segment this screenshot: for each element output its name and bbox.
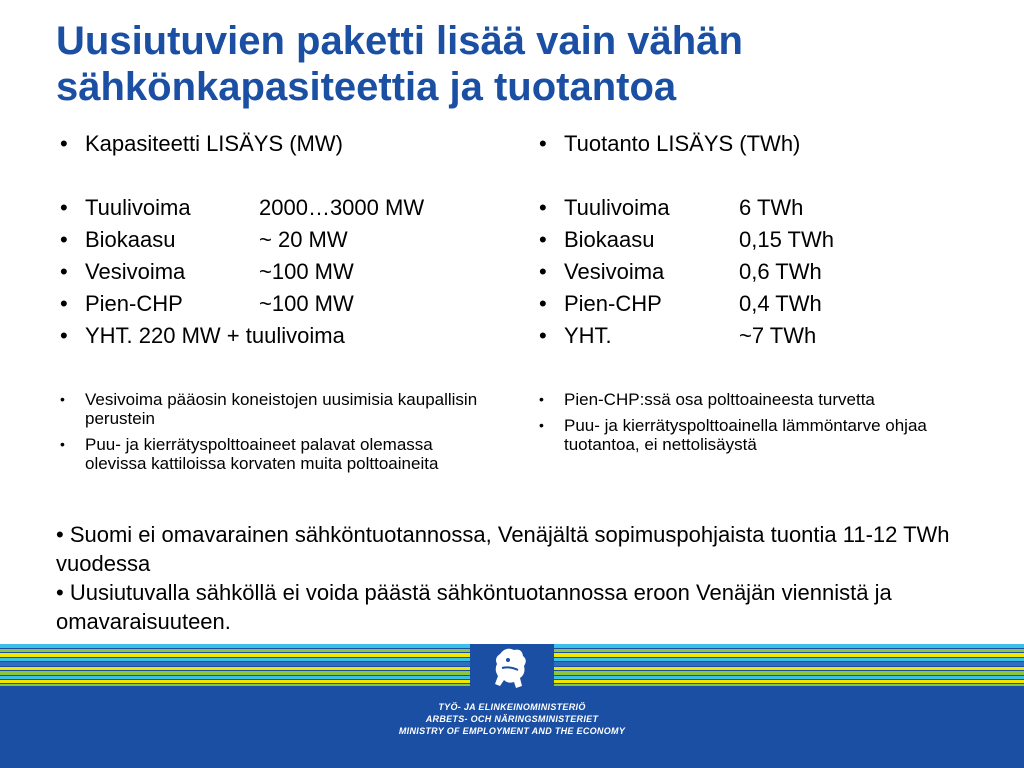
spacer xyxy=(58,160,498,192)
production-value: 0,15 TWh xyxy=(739,227,834,252)
capacity-value: 2000…3000 MW xyxy=(259,195,425,220)
production-note: • Puu- ja kierrätyspolttoainella lämmöntarve ohjaa tuotantoa, ei nettolisäystä xyxy=(537,416,957,454)
capacity-value: ~100 MW xyxy=(259,259,354,284)
production-row xyxy=(537,192,977,224)
production-heading: • Tuotanto LISÄYS (TWh) xyxy=(537,128,977,160)
source-label: Pien-CHP xyxy=(564,291,662,316)
source-label: Tuulivoima xyxy=(85,195,191,220)
capacity-row xyxy=(58,288,498,320)
capacity-total: • YHT. 220 MW + tuulivoima xyxy=(58,320,498,352)
capacity-row xyxy=(58,256,498,288)
capacity-note: • Vesivoima pääosin koneistojen uusimisia kaupallisin perustein xyxy=(58,390,478,428)
production-value: 6 TWh xyxy=(739,195,804,220)
footer-banner xyxy=(0,644,1024,768)
production-value: 0,4 TWh xyxy=(739,291,822,316)
production-value: 0,6 TWh xyxy=(739,259,822,284)
production-row xyxy=(537,288,977,320)
capacity-value: ~100 MW xyxy=(259,291,354,316)
production-notes xyxy=(537,390,957,461)
slide-title xyxy=(56,18,996,110)
production-value: ~7 TWh xyxy=(739,323,817,348)
production-row xyxy=(537,256,977,288)
spacer xyxy=(537,160,977,192)
ministry-name-sv: ARBETS- OCH NÄRINGSMINISTERIET xyxy=(425,714,599,724)
source-label: Biokaasu xyxy=(564,227,655,252)
summary-line: • Uusiutuvalla sähköllä ei voida päästä sähköntuotannossa eroon Venäjän viennistä ja omavaraisuuteen. xyxy=(56,580,892,634)
source-label: Vesivoima xyxy=(85,259,186,284)
capacity-note: • Puu- ja kierrätyspolttoaineet palavat olemassa olevissa kattiloissa korvaten muita polttoaineita xyxy=(58,435,478,473)
source-label: Biokaasu xyxy=(85,227,176,252)
source-label: Vesivoima xyxy=(564,259,665,284)
source-label: Tuulivoima xyxy=(564,195,670,220)
capacity-heading: • Kapasiteetti LISÄYS (MW) xyxy=(58,128,498,160)
source-label: Pien-CHP xyxy=(85,291,183,316)
production-row xyxy=(537,224,977,256)
production-list xyxy=(537,128,977,352)
production-column xyxy=(537,128,977,454)
ministry-name-en: MINISTRY OF EMPLOYMENT AND THE ECONOMY xyxy=(398,726,626,736)
capacity-row xyxy=(58,192,498,224)
title-line-1: Uusiutuvien paketti lisää vain vähän xyxy=(56,19,743,63)
capacity-value: ~ 20 MW xyxy=(259,227,348,252)
summary-line: • Suomi ei omavarainen sähköntuotannossa, Venäjältä sopimuspohjaista tuontia 11-12 TWh vuodessa xyxy=(56,522,950,576)
ministry-name-fi: TYÖ- JA ELINKEINOMINISTERIÖ xyxy=(438,702,586,712)
capacity-list xyxy=(58,128,498,352)
production-total-row xyxy=(537,320,977,352)
capacity-notes xyxy=(58,390,478,480)
title-line-2: sähkönkapasiteettia ja tuotantoa xyxy=(56,65,677,109)
capacity-row xyxy=(58,224,498,256)
total-label: YHT. xyxy=(564,323,612,348)
summary xyxy=(56,520,956,636)
capacity-column xyxy=(58,128,498,473)
production-note: • Pien-CHP:ssä osa polttoaineesta turvetta xyxy=(537,390,957,409)
lion-emblem-icon xyxy=(486,644,536,694)
